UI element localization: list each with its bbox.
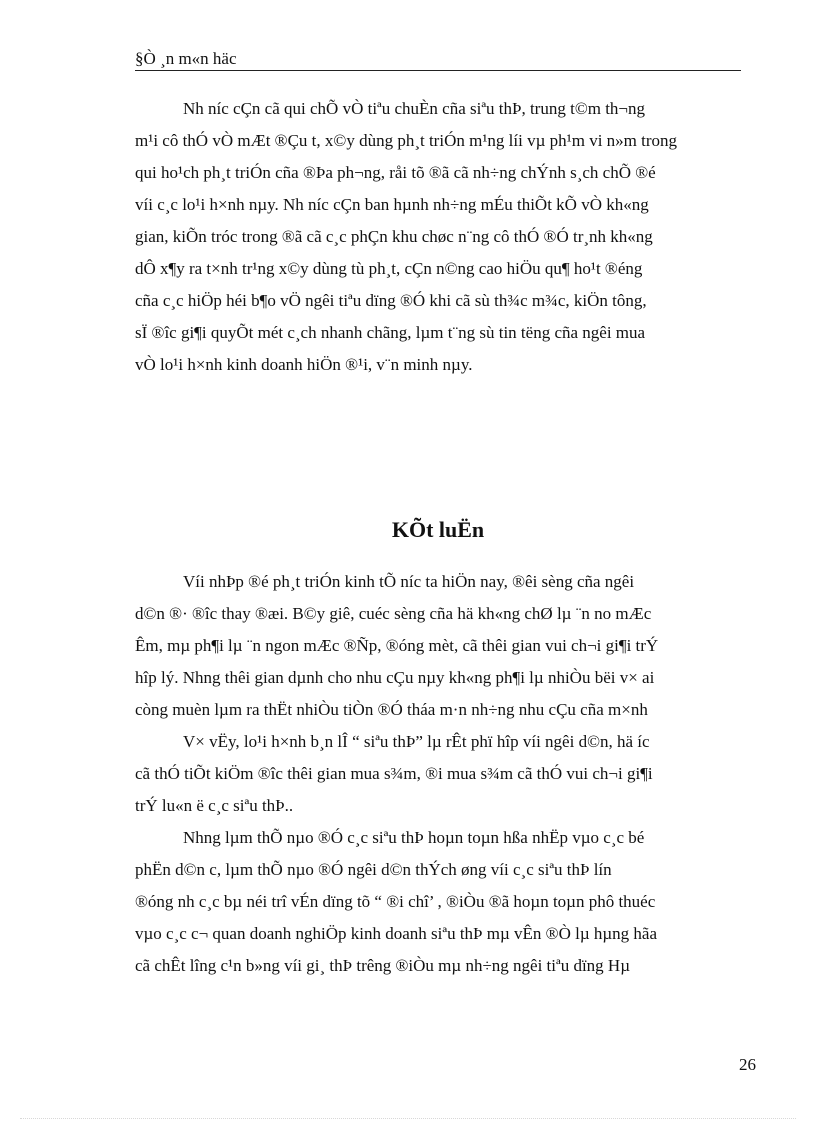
text-line: qui ho¹ch ph¸t triÓn cña ®Þa ph¬ng, råi tõ ®ã cã nh÷ng chÝnh s¸ch chÕ ®é — [135, 163, 656, 182]
text-line: trÝ lu«n ë c¸c siªu thÞ.. — [135, 796, 294, 815]
text-line: Nh níc cÇn cã qui chÕ vÒ tiªu chuÈn cña siªu thÞ, trung t©m th¬ng — [183, 99, 646, 118]
text-line: vµo c¸c c¬ quan doanh nghiÖp kinh doanh siªu thÞ mµ vÊn ®Ò lµ hµng hãa — [135, 924, 657, 943]
text-line: Êm, mµ ph¶i lµ ¨n ngon mÆc ®Ñp, ®óng mèt, cã thêi gian vui ch¬i gi¶i trÝ — [135, 636, 659, 655]
text-line: m¹i cô thÓ vÒ mÆt ®Çu t, x©y dùng ph¸t triÓn m¹ng líi vµ ph¹m vi n»m trong — [135, 131, 678, 150]
text-line: víi c¸c lo¹i h×nh nµy. Nh níc cÇn ban hµnh nh÷ng mÉu thiÕt kÕ vÒ kh«ng — [135, 195, 649, 214]
text-line: cña c¸c hiÖp héi b¶o vÖ ngêi tiªu dïng ®Ó khi cã sù th¾c m¾c, kiÖn tông, — [135, 291, 647, 310]
header-divider — [135, 70, 741, 71]
page-bottom-dotted-border — [20, 1118, 796, 1119]
page-number: 26 — [739, 1055, 756, 1074]
text-line: hîp lý. Nhng thêi gian dµnh cho nhu cÇu nµy kh«ng ph¶i lµ nhiÒu bëi v× ai — [135, 668, 655, 687]
text-line: cã chÊt lîng c¹n b»ng víi gi¸ thÞ trêng ®iÒu mµ nh÷ng ngêi tiªu dïng Hµ — [135, 956, 630, 975]
text-line: vÒ lo¹i h×nh kinh doanh hiÖn ®¹i, v¨n minh nµy. — [135, 355, 473, 374]
text-line: gian, kiÕn tróc trong ®ã cã c¸c phÇn khu chøc n¨ng cô thÓ ®Ó tr¸nh kh«ng — [135, 227, 653, 246]
text-line: d©n ®· ®îc thay ®æi. B©y giê, cuéc sèng cña hä kh«ng chØ lµ ¨n no mÆc — [135, 604, 652, 623]
paragraph-conclusion-1 — [135, 566, 741, 726]
paragraph-conclusion-2 — [135, 726, 741, 822]
text-line: phËn d©n c, lµm thÕ nµo ®Ó ngêi d©n thÝch øng víi c¸c siªu thÞ lín — [135, 860, 612, 879]
document-header-title: §Ò ¸n m«n häc — [135, 49, 237, 68]
text-line: V× vËy, lo¹i h×nh b¸n lÎ “ siªu thÞ” lµ rÊt phï hîp víi ngêi d©n, hä íc — [183, 732, 650, 751]
text-line: còng muèn lµm ra thËt nhiÒu tiÒn ®Ó tháa m·n nh÷ng nhu cÇu cña m×nh — [135, 700, 648, 719]
text-line: ®óng nh c¸c bµ néi trî vÉn dïng tõ “ ®i chî’ , ®iÒu ®ã hoµn toµn phô thuéc — [135, 892, 656, 911]
text-line: sÏ ®îc gi¶i quyÕt mét c¸ch nhanh chãng, lµm t¨ng sù tin tëng cña ngêi mua — [135, 323, 646, 342]
paragraph-conclusion-3 — [135, 822, 741, 982]
section-heading-conclusion: KÕt luËn — [391, 517, 485, 542]
text-line: dÔ x¶y ra t×nh tr¹ng x©y dùng tù ph¸t, cÇn n©ng cao hiÖu qu¶ ho¹t ®éng — [135, 259, 643, 278]
text-line: cã thÓ tiÕt kiÖm ®îc thêi gian mua s¾m, ®i mua s¾m cã thÓ vui ch¬i gi¶i — [135, 764, 653, 783]
paragraph-intro — [135, 93, 741, 381]
text-line: Nhng lµm thÕ nµo ®Ó c¸c siªu thÞ hoµn toµn hßa nhËp vµo c¸c bé — [183, 828, 645, 847]
text-line: Víi nhÞp ®é ph¸t triÓn kinh tÕ níc ta hiÖn nay, ®êi sèng cña ngêi — [183, 572, 635, 591]
